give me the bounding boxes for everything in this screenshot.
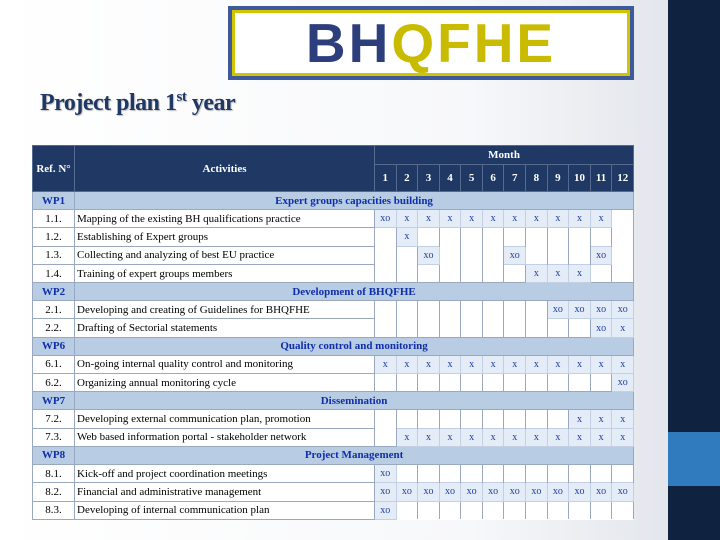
month-cell: xo [590, 483, 612, 501]
month-cell [547, 246, 569, 264]
month-cell [482, 264, 504, 282]
right-accent-block [668, 432, 720, 486]
activity-description: Establishing of Expert groups [75, 228, 375, 246]
month-cell [547, 319, 569, 337]
table-body [33, 192, 634, 520]
month-cell: x [482, 355, 504, 373]
header-ref: Ref. N° [33, 146, 75, 192]
month-cell [590, 228, 612, 246]
month-cell: x [526, 355, 548, 373]
activity-description: Collecting and analyzing of best EU practice [75, 246, 375, 264]
month-cell: xo [590, 246, 612, 264]
work-package-row [33, 337, 634, 355]
month-cell [526, 374, 548, 392]
activity-ref: 7.3. [33, 428, 75, 446]
month-cell [418, 374, 440, 392]
month-cell: x [461, 355, 483, 373]
month-cell: x [461, 428, 483, 446]
month-cell: x [482, 210, 504, 228]
table-header [33, 146, 634, 192]
activity-description: Mapping of the existing BH qualifications practice [75, 210, 375, 228]
activity-ref: 8.1. [33, 464, 75, 482]
month-cell [504, 374, 526, 392]
month-header-cell: 4 [439, 165, 461, 192]
month-cell: xo [590, 301, 612, 319]
month-cell: xo [375, 210, 397, 228]
month-cell [375, 428, 397, 446]
month-cell [439, 228, 461, 246]
month-cell: x [418, 428, 440, 446]
month-cell: xo [418, 483, 440, 501]
month-header-cell: 7 [504, 165, 526, 192]
month-cell: x [396, 428, 418, 446]
month-cell [461, 501, 483, 519]
month-cell [569, 228, 591, 246]
month-cell [526, 464, 548, 482]
month-cell [612, 246, 634, 264]
month-cell: x [504, 428, 526, 446]
month-cell [396, 301, 418, 319]
month-cell [439, 246, 461, 264]
month-cell [612, 501, 634, 519]
activity-description: Organizing annual monitoring cycle [75, 374, 375, 392]
month-header-cell: 12 [612, 165, 634, 192]
month-header-cell: 9 [547, 165, 569, 192]
month-cell [482, 464, 504, 482]
work-package-ref: WP6 [33, 337, 75, 355]
month-cell [547, 410, 569, 428]
activity-ref: 7.2. [33, 410, 75, 428]
month-cell [547, 228, 569, 246]
activity-description: Training of expert groups members [75, 264, 375, 282]
month-cell: x [396, 228, 418, 246]
month-cell: x [569, 210, 591, 228]
month-cell [590, 464, 612, 482]
month-cell [439, 301, 461, 319]
month-cell [504, 501, 526, 519]
month-cell: xo [526, 483, 548, 501]
month-cell: x [612, 319, 634, 337]
month-cell [590, 264, 612, 282]
month-cell [375, 374, 397, 392]
month-cell [418, 301, 440, 319]
month-cell: x [418, 210, 440, 228]
month-cell [504, 410, 526, 428]
month-cell: x [547, 355, 569, 373]
activity-ref: 1.1. [33, 210, 75, 228]
table-row [33, 210, 634, 228]
work-package-ref: WP2 [33, 283, 75, 301]
table-row [33, 428, 634, 446]
month-cell [526, 246, 548, 264]
logo-text-bh: BH [305, 11, 392, 74]
month-header-cell: 6 [482, 165, 504, 192]
month-cell [569, 374, 591, 392]
work-package-row [33, 192, 634, 210]
activity-description: Developing of internal communication plan [75, 501, 375, 519]
month-cell [439, 501, 461, 519]
month-cell: x [439, 428, 461, 446]
month-cell [396, 410, 418, 428]
table-row [33, 501, 634, 519]
month-cell [504, 464, 526, 482]
month-cell: x [547, 264, 569, 282]
month-cell: xo [612, 374, 634, 392]
activity-description: Web based information portal - stakeholder network [75, 428, 375, 446]
month-cell: xo [396, 483, 418, 501]
table-row [33, 264, 634, 282]
month-cell: xo [569, 483, 591, 501]
month-cell: x [569, 355, 591, 373]
activity-ref: 8.3. [33, 501, 75, 519]
month-cell [418, 501, 440, 519]
month-cell [504, 319, 526, 337]
month-cell [526, 410, 548, 428]
month-cell [461, 410, 483, 428]
month-cell: x [504, 355, 526, 373]
month-cell [504, 228, 526, 246]
month-cell [612, 464, 634, 482]
month-cell: xo [612, 483, 634, 501]
activity-description: Developing and creating of Guidelines for BHQFHE [75, 301, 375, 319]
month-cell: x [396, 355, 418, 373]
month-cell [375, 319, 397, 337]
month-cell [526, 301, 548, 319]
activity-ref: 2.2. [33, 319, 75, 337]
work-package-ref: WP7 [33, 392, 75, 410]
month-cell: x [482, 428, 504, 446]
month-cell: x [461, 210, 483, 228]
activity-ref: 2.1. [33, 301, 75, 319]
activity-ref: 1.2. [33, 228, 75, 246]
month-cell: x [590, 355, 612, 373]
work-package-row [33, 283, 634, 301]
month-cell [375, 228, 397, 246]
month-cell [375, 410, 397, 428]
title-tail: year [186, 90, 236, 116]
month-cell [526, 228, 548, 246]
month-cell [418, 464, 440, 482]
month-header-cell: 2 [396, 165, 418, 192]
month-cell [439, 410, 461, 428]
work-package-title: Expert groups capacities building [75, 192, 634, 210]
header-activities: Activities [75, 146, 375, 192]
activity-ref: 8.2. [33, 483, 75, 501]
month-cell: xo [547, 301, 569, 319]
month-header-cell: 5 [461, 165, 483, 192]
month-cell [482, 246, 504, 264]
month-cell [439, 374, 461, 392]
month-cell [375, 301, 397, 319]
month-cell: xo [590, 319, 612, 337]
month-cell [569, 246, 591, 264]
logo-frame [232, 10, 630, 76]
month-cell [482, 319, 504, 337]
table-row [33, 228, 634, 246]
work-package-row [33, 392, 634, 410]
activity-description: On-going internal quality control and monitoring [75, 355, 375, 373]
table-row [33, 410, 634, 428]
month-cell [396, 319, 418, 337]
month-cell: x [590, 410, 612, 428]
month-cell: xo [482, 483, 504, 501]
month-cell [375, 264, 397, 282]
month-cell [461, 319, 483, 337]
month-cell: xo [504, 246, 526, 264]
month-cell: x [547, 210, 569, 228]
month-cell: x [569, 410, 591, 428]
project-plan-table [32, 145, 634, 520]
month-cell: x [569, 264, 591, 282]
work-package-title: Quality control and monitoring [75, 337, 634, 355]
month-cell [461, 264, 483, 282]
month-cell: xo [547, 483, 569, 501]
month-cell [461, 228, 483, 246]
month-cell: xo [439, 483, 461, 501]
month-cell: x [612, 355, 634, 373]
title-main: Project plan 1 [40, 90, 177, 116]
bhqfhe-logo [228, 6, 634, 80]
month-cell: xo [375, 501, 397, 519]
table-row [33, 464, 634, 482]
work-package-ref: WP1 [33, 192, 75, 210]
month-cell [526, 319, 548, 337]
activity-ref: 1.4. [33, 264, 75, 282]
month-cell [418, 228, 440, 246]
month-cell: xo [612, 301, 634, 319]
activity-description: Drafting of Sectorial statements [75, 319, 375, 337]
month-cell: x [526, 264, 548, 282]
table-row [33, 374, 634, 392]
month-cell: xo [375, 464, 397, 482]
month-cell [504, 264, 526, 282]
month-cell [418, 410, 440, 428]
month-header-cell: 3 [418, 165, 440, 192]
month-cell [461, 246, 483, 264]
month-cell: x [590, 210, 612, 228]
month-cell [482, 374, 504, 392]
month-cell [569, 464, 591, 482]
month-cell: xo [461, 483, 483, 501]
activity-ref: 6.2. [33, 374, 75, 392]
month-cell: x [504, 210, 526, 228]
month-cell: x [526, 210, 548, 228]
table-row [33, 355, 634, 373]
month-cell: x [590, 428, 612, 446]
month-cell: x [526, 428, 548, 446]
month-cell: x [375, 355, 397, 373]
work-package-title: Dissemination [75, 392, 634, 410]
month-cell [526, 501, 548, 519]
month-cell [482, 228, 504, 246]
work-package-row [33, 446, 634, 464]
month-cell [547, 501, 569, 519]
month-cell [547, 464, 569, 482]
month-cell: x [612, 428, 634, 446]
month-cell: xo [504, 483, 526, 501]
month-cell [547, 374, 569, 392]
month-header-cell: 1 [375, 165, 397, 192]
month-cell [612, 228, 634, 246]
activity-description: Kick-off and project coordination meetings [75, 464, 375, 482]
month-cell [396, 246, 418, 264]
activity-description: Developing external communication plan, promotion [75, 410, 375, 428]
month-header-cell: 10 [569, 165, 591, 192]
month-cell [418, 319, 440, 337]
month-cell [569, 501, 591, 519]
header-month: Month [375, 146, 634, 165]
title-superscript: st [176, 89, 187, 105]
month-cell: xo [569, 301, 591, 319]
month-cell [396, 501, 418, 519]
month-header-cell: 8 [526, 165, 548, 192]
month-cell [612, 210, 634, 228]
month-cell [439, 264, 461, 282]
activity-ref: 1.3. [33, 246, 75, 264]
month-cell [482, 501, 504, 519]
month-cell [569, 319, 591, 337]
month-cell: x [439, 210, 461, 228]
month-cell: xo [418, 246, 440, 264]
month-cell [396, 464, 418, 482]
logo-text-qfhe: QFHE [391, 11, 557, 74]
table-row [33, 319, 634, 337]
month-cell [590, 501, 612, 519]
table-row [33, 246, 634, 264]
month-cell [461, 374, 483, 392]
month-cell [439, 319, 461, 337]
month-cell: xo [375, 483, 397, 501]
month-cell [439, 464, 461, 482]
table-row [33, 301, 634, 319]
month-cell [396, 264, 418, 282]
table-row [33, 483, 634, 501]
work-package-title: Development of BHQFHE [75, 283, 634, 301]
month-cell [461, 301, 483, 319]
month-cell [590, 374, 612, 392]
work-package-title: Project Management [75, 446, 634, 464]
month-cell [482, 301, 504, 319]
month-cell [461, 464, 483, 482]
month-cell: x [439, 355, 461, 373]
activity-description: Financial and administrative management [75, 483, 375, 501]
month-cell: x [547, 428, 569, 446]
month-cell: x [418, 355, 440, 373]
month-cell [612, 264, 634, 282]
month-cell: x [396, 210, 418, 228]
month-cell: x [612, 410, 634, 428]
month-cell [482, 410, 504, 428]
work-package-ref: WP8 [33, 446, 75, 464]
month-header-cell: 11 [590, 165, 612, 192]
month-cell [396, 374, 418, 392]
month-cell [375, 246, 397, 264]
month-cell: x [569, 428, 591, 446]
month-cell [418, 264, 440, 282]
activity-ref: 6.1. [33, 355, 75, 373]
slide-title [40, 89, 235, 117]
month-cell [504, 301, 526, 319]
